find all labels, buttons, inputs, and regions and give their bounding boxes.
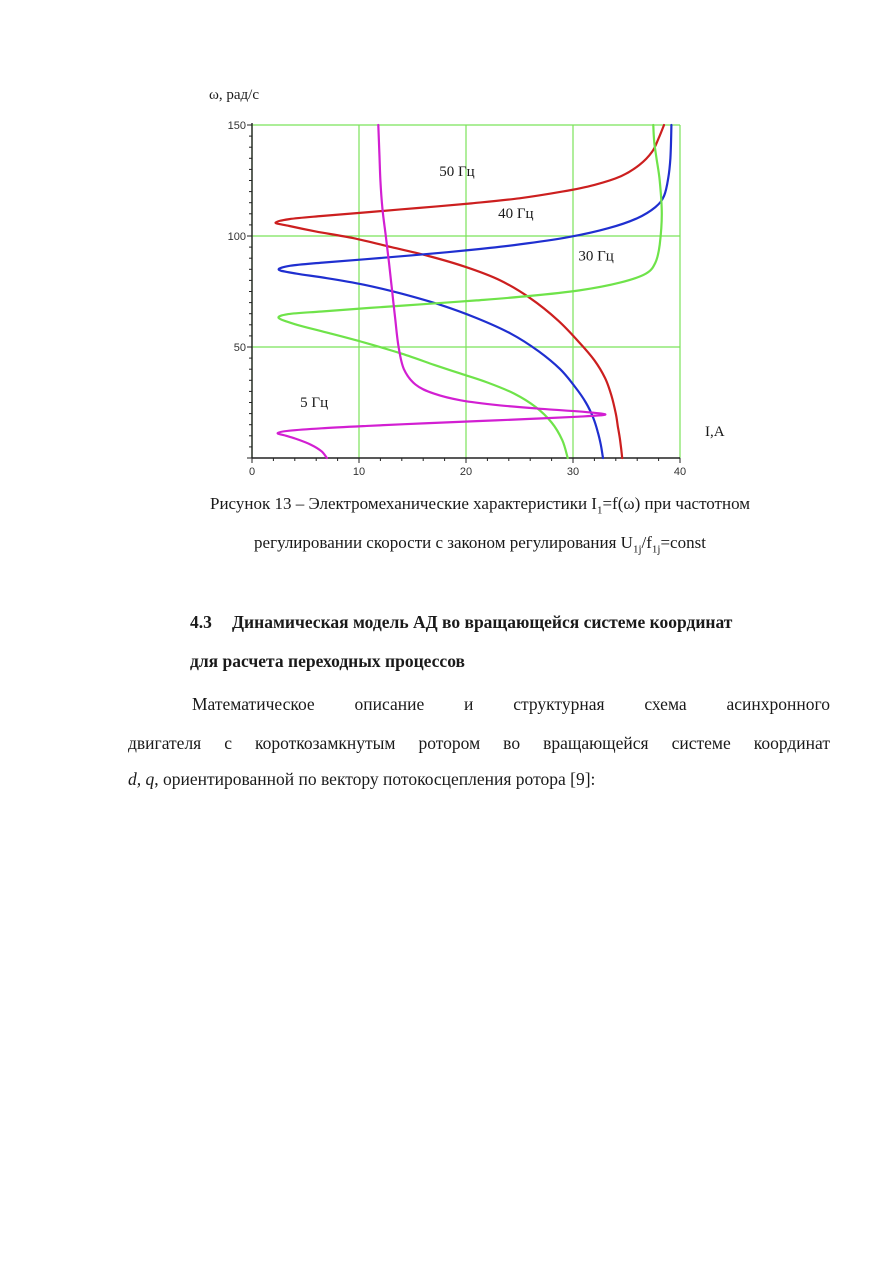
x-axis-title: I,A [705, 424, 725, 440]
y-tick-label-150: 150 [227, 120, 246, 132]
x-tick-label-30: 30 [566, 466, 580, 478]
x-tick-label-10: 10 [352, 466, 366, 478]
curve-label-50-Гц: 50 Гц [439, 164, 475, 181]
paragraph-line-3: d, q, ориентированной по вектору потокосцепления ротора [9]: [128, 769, 596, 789]
figure-caption-line-2: регулировании скорости с законом регулирования $U_{1j}/f_{1j}=const$ [254, 533, 706, 556]
x-tick-label-0: 0 [248, 466, 256, 478]
coordinate-axes: d, q [128, 769, 155, 789]
x-tick-label-20: 20 [459, 466, 473, 478]
curve-label-30-Гц: 30 Гц [578, 248, 614, 265]
curve-label-40-Гц: 40 Гц [498, 206, 534, 223]
y-tick-label-100: 100 [227, 231, 246, 243]
section-title-line-1: Динамическая модель АД во вращающейся системе координат [232, 612, 733, 632]
paragraph-line-2: двигателя с короткозамкнутым ротором во вращающейся системе координат [128, 733, 830, 753]
x-tick-label-40: 40 [673, 466, 687, 478]
paragraph-line-1: Математическое описание и структурная схема асинхронного [192, 694, 830, 714]
y-tick-label-50: 50 [233, 342, 246, 354]
series-line-40-Гц [279, 125, 672, 458]
section-number: 4.3 [190, 612, 212, 632]
y-axis-title: ω, рад/с [209, 87, 259, 103]
curve-label-5-Гц: 5 Гц [300, 394, 329, 411]
section-title-line-2: для расчета переходных процессов [190, 651, 465, 671]
figure-caption-line-1: Рисунок 13 – Электромеханические характеристики $I_1=f(\omega)$ при частотном [209, 494, 751, 517]
section-heading [190, 612, 732, 632]
chart [0, 0, 893, 490]
